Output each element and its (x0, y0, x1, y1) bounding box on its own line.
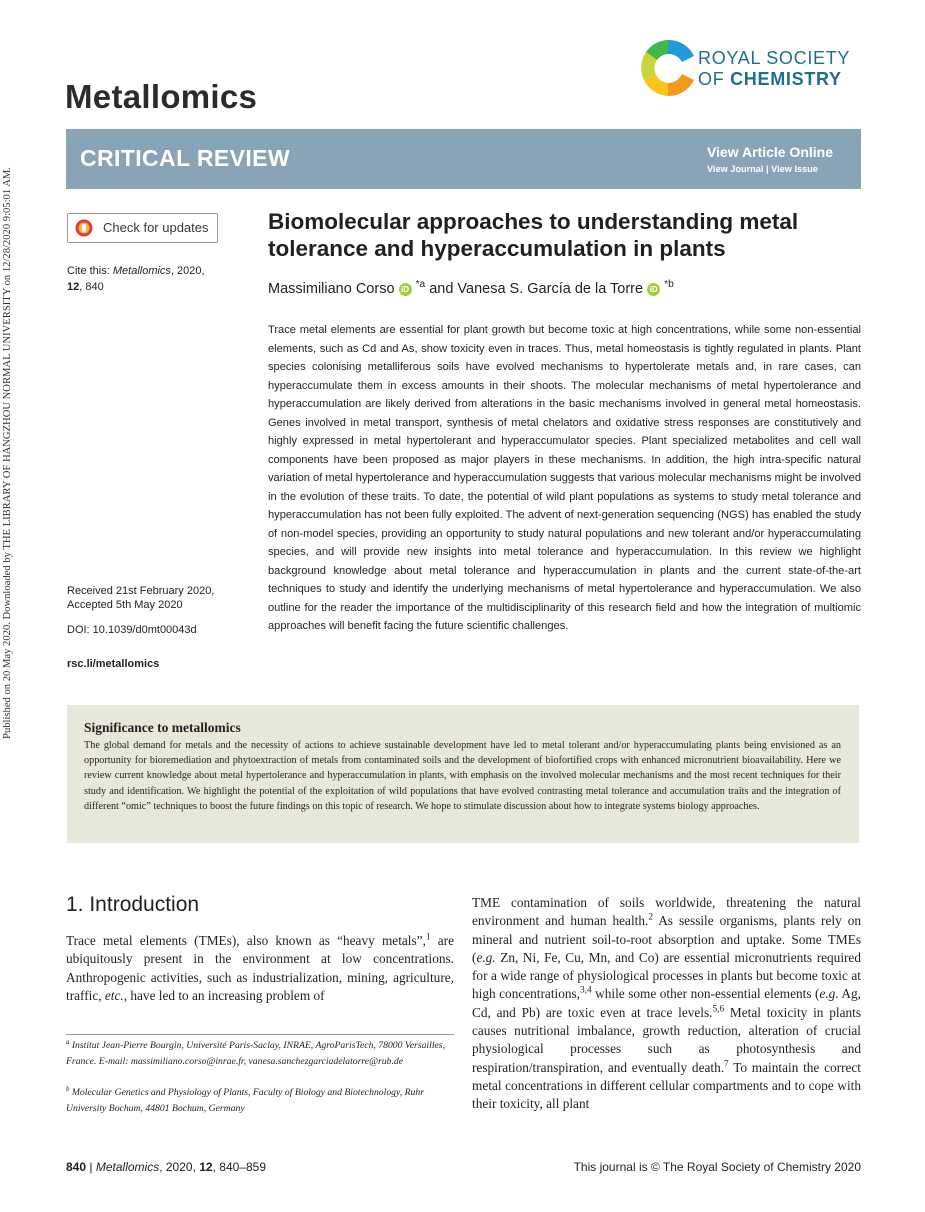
footnote-a: $^a$ Institut Jean-Pierre Bourgin, Université Paris-Saclay, INRAE, AgroParisTech, 78000 Versailles, France. E-mail: massimiliano.corso@inrae.fr, vanesa.sanchezgarciadelatorre@rub.de (66, 1038, 446, 1067)
article-title: Biomolecular approaches to understanding metal tolerance and hyperaccumulation in plants (268, 209, 799, 261)
author-1[interactable]: Massimiliano Corso (268, 281, 395, 297)
download-notice: Published on 20 May 2020. Downloaded by THE LIBRARY OF HANGZHOU NORMAL UNIVERSITY on 12/28/2020 9:05:01 AM. (2, 167, 13, 739)
crossmark-icon (74, 219, 96, 237)
doi[interactable]: DOI: 10.1039/d0mt00043d (67, 624, 197, 636)
article-type: CRITICAL REVIEW (80, 145, 291, 171)
view-journal-link[interactable]: View Journal (706, 164, 764, 174)
significance-heading: Significance to metallomics (84, 720, 241, 735)
footnote-divider (66, 1034, 454, 1035)
significance-body: The global demand for metals and the necessity of actions to achieve sustainable development have led to metal tolerant and/or hyperaccumulating plants being envisioned as an opportunity for bioremediation and phytoextraction of metals from contaminated soils and the development of biofortified crops with enhanced micronutrient bioavailability. Here we review current knowledge about metal hypertolerance and hyperaccumulation in plants, with emphasis on the involved molecular mechanisms and the most recent techniques for their study and identification. We highlight the potential of the exploitation of wild populations that have evolved contrasting metal tolerance and accumulation traits and the integration of different “omic” techniques to boost the future findings on this topic of research. We hope to stimulate discussion about how to integrate systems biology approaches. (84, 740, 841, 812)
author-2[interactable]: Vanesa S. García de la Torre (457, 281, 644, 297)
accepted-date: Accepted 5th May 2020 (67, 599, 183, 611)
journal-name: Metallomics (65, 78, 258, 115)
section-heading: 1. Introduction (66, 893, 200, 916)
abstract: Trace metal elements are essential for plant growth but become toxic at high concentrations, while some non-essential elements, such as Cd and As, show toxicity even in traces. Thus, metal homeostasis is tightly regulated in plants. Plant species colonising metalliferous soils have evolved mechanisms to hypertolerate metals and, in rare cases, can hyperaccumulate them in excess amounts in their shoots. The molecular mechanisms of metal hypertolerance and hyperaccumulation are likely derived from alterations in the basic mechanisms involved in general metal homeostasis. Genes involved in metal transport, synthesis of metal chelators and oxidative stress responses are constitutively and highly expressed in metal hypertolerant and hyperaccumulator species. Plant specialized metabolites and cell wall components have been proposed as major players in these mechanisms. In addition, the high intra-specific natural variation of metal hypertolerance and hyperaccumulation suggests that various molecular mechanisms might be involved in the evolution of these traits. To date, the potential of wild plant populations as systems to study metal tolerance and hyperaccumulation has not been fully exploited. The advent of next-generation sequencing (NGS) has enabled the study of non-model species, providing an opportunity to study natural populations and new tolerant and/or hyperaccumulating species, and will provide new insights into metal tolerance and hyperaccumulation. In this review we highlight background knowledge about metal tolerance and hyperaccumulation in plants and the current state-of-the-art techniques to study and identify the underlying mechanisms of metal hypertolerance and hyperaccumulation. We also outline for the reader the importance of the multidisciplinarity of this research field and how the integration of multiomic approaches will benefit facing the future scientific challenges. (268, 324, 861, 632)
publisher-line2: OF CHEMISTRY (698, 69, 842, 89)
orcid-icon[interactable]: iD (647, 283, 660, 296)
publisher-logo[interactable] (638, 36, 863, 100)
view-issue-link[interactable]: View Issue (771, 164, 818, 174)
page-footer-right: This journal is © The Royal Society of Chemistry 2020 (573, 1160, 861, 1174)
orcid-icon[interactable]: iD (399, 283, 412, 296)
page-footer-left: 840 | Metallomics, 2020, 12, 840–859 (66, 1160, 266, 1174)
check-for-updates-button[interactable] (67, 213, 218, 243)
author-list: Massimiliano Corso iD $^{*a}$ and Vanesa S. García de la Torre iD $^{*b}$ (268, 279, 674, 297)
page-number: 840 (66, 1160, 87, 1174)
citation: Cite this: Metallomics, 2020, 12, 840 (67, 265, 205, 293)
body-column-right: TME contamination of soils worldwide, threatening the natural environment and human health.$^2$ As sessile organisms, plants rely on mineral and nutrient soil-to-root absorption and uptake. Some TMEs (e.g. Zn, Ni, Fe, Cu, Mn, and Co) are essential micronutrients required for a wide range of physiological processes in plants but become toxic at high concentrations,$^{3,4}$ while some other non-essential elements (e.g. Ag, Cd, and Pb) are toxic even at trace levels.$^{5,6}$ Metal toxicity in plants causes nutritional imbalance, growth reduction, alteration of crucial physiological processes such as photosynthesis and respiration/transpiration, and eventually death.$^7$ To maintain the correct metal concentrations in different cellular compartments and to cope with their toxicity, all plant (472, 895, 862, 1112)
rsc-logo-icon (638, 36, 698, 100)
received-date: Received 21st February 2020, (67, 585, 215, 597)
journal-link[interactable]: rsc.li/metallomics (67, 658, 160, 670)
body-column-left: Trace metal elements (TMEs), also known as “heavy metals”,$^1$ are ubiquitously present in the environment at low concentrations. Anthropogenic activities, such as industrialization, mining, agriculture, traffic, etc., have led to an increasing problem of (66, 932, 454, 1003)
significance-box (67, 705, 859, 843)
view-links: View Journal | View Issue (706, 164, 818, 174)
check-for-updates-label: Check for updates (103, 220, 209, 235)
view-article-online-link[interactable]: View Article Online (706, 144, 833, 160)
footnote-b: $^b$ Molecular Genetics and Physiology of Plants, Faculty of Biology and Biotechnology, Ruhr University Bochum, 44801 Bochum, Germany (66, 1085, 424, 1114)
publisher-line1: ROYAL SOCIETY (698, 48, 851, 68)
article-type-banner (66, 129, 861, 189)
